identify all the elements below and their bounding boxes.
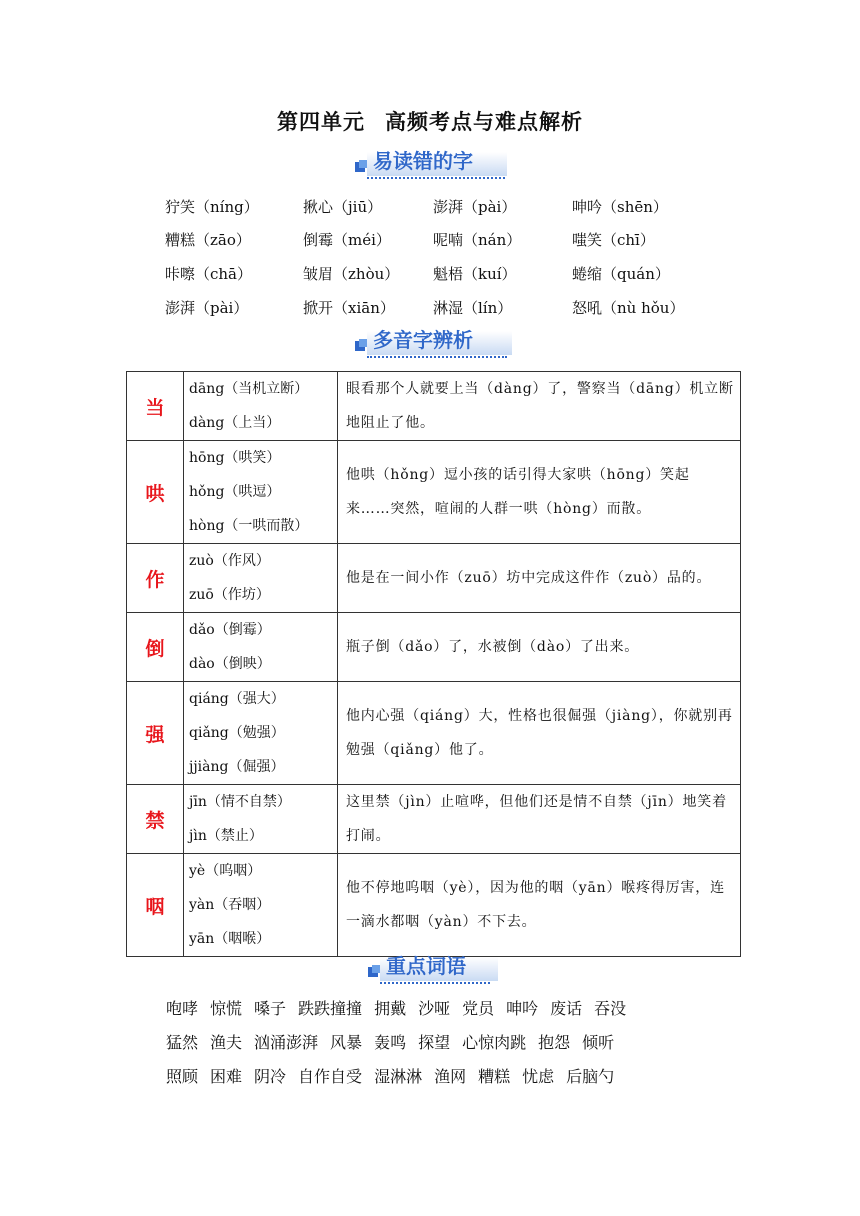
section-header-misread bbox=[355, 146, 515, 176]
polyphone-readings bbox=[184, 785, 338, 854]
misread-word: 呢喃（nán） bbox=[433, 231, 522, 249]
keyword: 沙哑 bbox=[418, 999, 451, 1018]
keyword: 困难 bbox=[210, 1067, 243, 1086]
keyword: 倾听 bbox=[582, 1033, 615, 1052]
reading-line: yè（呜咽） bbox=[189, 863, 262, 879]
section-title: 多音字辨析 bbox=[373, 328, 473, 352]
keyword: 汹涌澎湃 bbox=[254, 1033, 319, 1052]
misread-word: 糟糕（zāo） bbox=[165, 231, 251, 249]
reading-line: jīn（情不自禁） bbox=[189, 794, 291, 810]
keyword: 渔网 bbox=[434, 1067, 467, 1086]
reading-line: hòng（一哄而散） bbox=[189, 518, 309, 534]
keyword-row bbox=[166, 1030, 626, 1053]
reading-line: jjiàng（倔强） bbox=[189, 759, 285, 775]
keyword: 湿淋淋 bbox=[374, 1067, 423, 1086]
polyphone-example: 他不停地呜咽（yè），因为他的咽（yān）喉疼得厉害，连一滴水都咽（yàn）不下去。 bbox=[338, 854, 741, 957]
reading-line: jìn（禁止） bbox=[189, 828, 263, 844]
misread-word: 怒吼（nù hǒu） bbox=[572, 299, 685, 317]
polyphone-row bbox=[127, 682, 741, 785]
polyphone-char: 哄 bbox=[127, 441, 184, 544]
keyword: 咆哮 bbox=[166, 999, 199, 1018]
keyword: 跌跌撞撞 bbox=[298, 999, 363, 1018]
keyword: 废话 bbox=[550, 999, 583, 1018]
polyphone-readings bbox=[184, 854, 338, 957]
misread-word: 咔嚓（chā） bbox=[165, 265, 253, 283]
keyword: 心惊肉跳 bbox=[462, 1033, 527, 1052]
keyword: 拥戴 bbox=[374, 999, 407, 1018]
keyword: 轰鸣 bbox=[374, 1033, 407, 1052]
keyword: 渔夫 bbox=[210, 1033, 243, 1052]
polyphone-row bbox=[127, 854, 741, 957]
polyphone-row bbox=[127, 785, 741, 854]
polyphone-example: 他是在一间小作（zuō）坊中完成这件作（zuò）品的。 bbox=[338, 544, 741, 613]
polyphone-readings bbox=[184, 372, 338, 441]
reading-line: qiáng（强大） bbox=[189, 691, 285, 707]
polyphone-readings bbox=[184, 544, 338, 613]
page-title bbox=[0, 106, 860, 136]
polyphone-char: 禁 bbox=[127, 785, 184, 854]
polyphone-row bbox=[127, 372, 741, 441]
polyphone-example: 眼看那个人就要上当（dàng）了，警察当（dāng）机立断地阻止了他。 bbox=[338, 372, 741, 441]
polyphone-readings bbox=[184, 682, 338, 785]
polyphone-row bbox=[127, 613, 741, 682]
polyphone-example: 他哄（hǒng）逗小孩的话引得大家哄（hōng）笑起来……突然，喧闹的人群一哄（hòng）而散。 bbox=[338, 441, 741, 544]
polyphone-char: 咽 bbox=[127, 854, 184, 957]
misread-word: 揪心（jiū） bbox=[303, 198, 383, 216]
reading-line: zuō（作坊） bbox=[189, 587, 270, 603]
polyphone-readings bbox=[184, 613, 338, 682]
keyword: 抱怨 bbox=[538, 1033, 571, 1052]
polyphone-example: 这里禁（jìn）止喧哗，但他们还是情不自禁（jīn）地笑着打闹。 bbox=[338, 785, 741, 854]
title-unit: 第四单元 bbox=[277, 110, 365, 134]
keyword-row bbox=[166, 996, 638, 1019]
title-subject: 高频考点与难点解析 bbox=[385, 110, 583, 134]
misread-word: 倒霉（méi） bbox=[303, 231, 391, 249]
misread-word: 淋湿（lín） bbox=[433, 299, 513, 317]
keyword: 嗓子 bbox=[254, 999, 287, 1018]
polyphone-row bbox=[127, 441, 741, 544]
keyword: 阴冷 bbox=[254, 1067, 287, 1086]
misread-word: 狞笑（níng） bbox=[165, 198, 259, 216]
section-header-keywords bbox=[368, 951, 498, 981]
polyphone-char: 当 bbox=[127, 372, 184, 441]
misread-word: 澎湃（pài） bbox=[433, 198, 517, 216]
keyword: 吞没 bbox=[594, 999, 627, 1018]
keyword: 惊慌 bbox=[210, 999, 243, 1018]
polyphone-row bbox=[127, 544, 741, 613]
section-header-polyphone bbox=[355, 325, 515, 355]
section-title: 重点词语 bbox=[386, 954, 466, 978]
keyword: 党员 bbox=[462, 999, 495, 1018]
reading-line: zuò（作风） bbox=[189, 553, 270, 569]
keyword: 照顾 bbox=[166, 1067, 199, 1086]
keyword: 呻吟 bbox=[506, 999, 539, 1018]
polyphone-table bbox=[126, 371, 741, 957]
keyword: 风暴 bbox=[330, 1033, 363, 1052]
keyword: 忧虑 bbox=[522, 1067, 555, 1086]
polyphone-char: 作 bbox=[127, 544, 184, 613]
reading-line: hǒng（哄逗） bbox=[189, 484, 281, 500]
keyword: 自作自受 bbox=[298, 1067, 363, 1086]
polyphone-example: 他内心强（qiáng）大，性格也很倔强（jiàng），你就别再勉强（qiǎng）他了。 bbox=[338, 682, 741, 785]
misread-word: 蜷缩（quán） bbox=[572, 265, 670, 283]
keyword: 后脑勺 bbox=[566, 1067, 615, 1086]
reading-line: yān（咽喉） bbox=[189, 931, 271, 947]
polyphone-char: 倒 bbox=[127, 613, 184, 682]
reading-line: yàn（吞咽） bbox=[189, 897, 271, 913]
reading-line: dāng（当机立断） bbox=[189, 381, 309, 397]
keyword: 探望 bbox=[418, 1033, 451, 1052]
misread-word: 掀开（xiān） bbox=[303, 299, 395, 317]
reading-line: dàng（上当） bbox=[189, 415, 281, 431]
keyword-row bbox=[166, 1064, 626, 1087]
polyphone-example: 瓶子倒（dǎo）了，水被倒（dào）了出来。 bbox=[338, 613, 741, 682]
misread-word: 嗤笑（chī） bbox=[572, 231, 655, 249]
keyword: 猛然 bbox=[166, 1033, 199, 1052]
reading-line: dào（倒映） bbox=[189, 656, 271, 672]
misread-word: 魁梧（kuí） bbox=[433, 265, 517, 283]
misread-word: 澎湃（pài） bbox=[165, 299, 249, 317]
reading-line: qiǎng（勉强） bbox=[189, 725, 285, 741]
polyphone-readings bbox=[184, 441, 338, 544]
reading-line: hōng（哄笑） bbox=[189, 450, 281, 466]
polyphone-char: 强 bbox=[127, 682, 184, 785]
keyword: 糟糕 bbox=[478, 1067, 511, 1086]
reading-line: dǎo（倒霉） bbox=[189, 622, 271, 638]
misread-word: 呻吟（shēn） bbox=[572, 198, 668, 216]
section-title: 易读错的字 bbox=[373, 149, 473, 173]
misread-word: 皱眉（zhòu） bbox=[303, 265, 400, 283]
